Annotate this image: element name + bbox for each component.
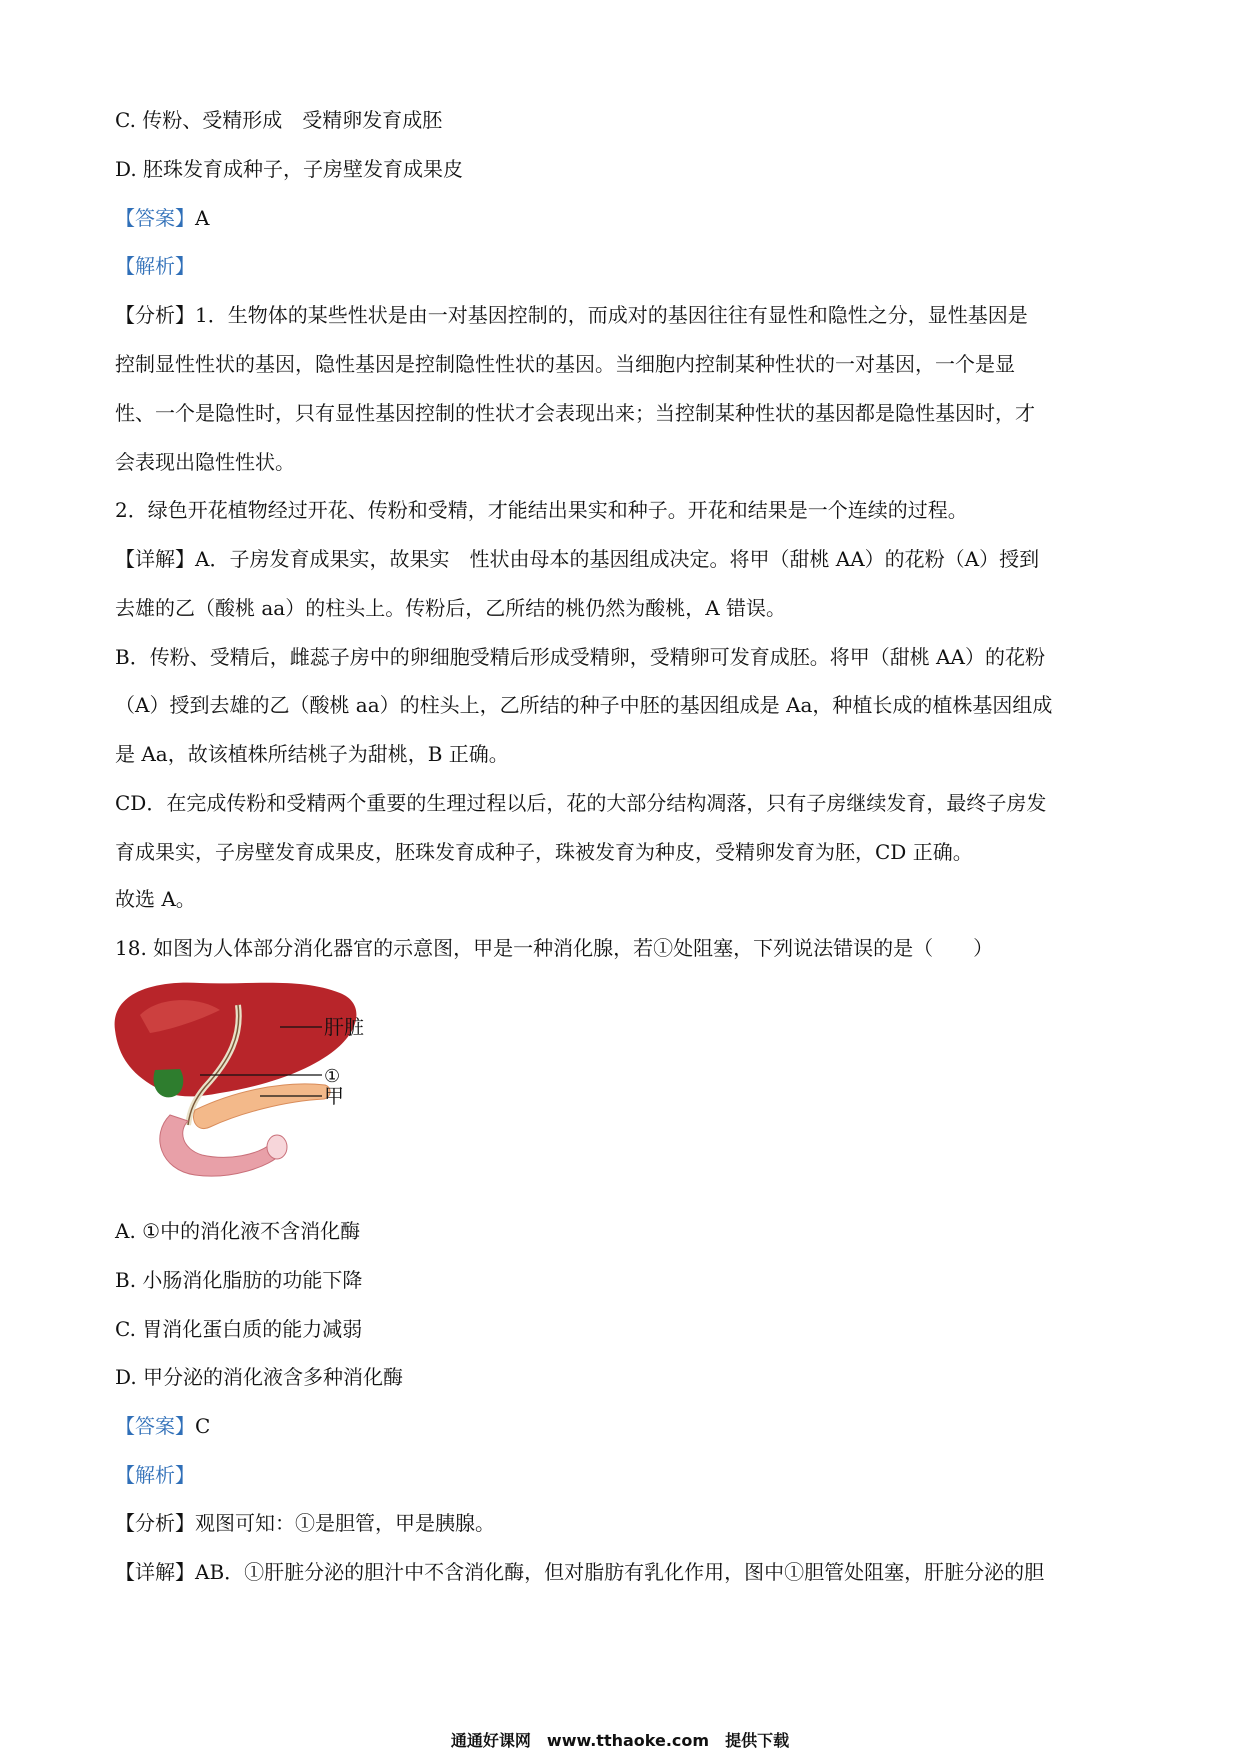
xiangjie-line-6: CD．在完成传粉和受精两个重要的生理过程以后，花的大部分结构凋落，只有子房继续发育，最终子房发 bbox=[115, 791, 1047, 815]
q18-option-d: D. 甲分泌的消化液含多种消化酶 bbox=[115, 1365, 404, 1389]
q18-option-c: C. 胃消化蛋白质的能力减弱 bbox=[115, 1317, 363, 1341]
fenxi-line-3: 性、一个是隐性时，只有显性基因控制的性状才会表现出来；当控制某种性状的基因都是隐性基因时，才 bbox=[115, 401, 1035, 425]
fenxi-line-2: 控制显性性状的基因，隐性基因是控制隐性性状的基因。当细胞内控制某种性状的一对基因，一个是显 bbox=[115, 352, 1015, 376]
intestine-opening bbox=[267, 1135, 287, 1159]
fenxi-line-4: 会表现出隐性性状。 bbox=[115, 450, 295, 474]
q18-xiangjie-text: AB．①肝脏分泌的胆汁中不含消化酶，但对脂肪有乳化作用，图中①胆管处阻塞，肝脏分泌的胆 bbox=[195, 1560, 1045, 1584]
fenxi-line-5: 2．绿色开花植物经过开花、传粉和受精，才能结出果实和种子。开花和结果是一个连续的过程。 bbox=[115, 498, 968, 522]
xiangjie-line-7: 育成果实，子房壁发育成果皮，胚珠发育成种子，珠被发育为种皮，受精卵发育为胚，CD 正确。 bbox=[115, 840, 973, 864]
answer-value: A bbox=[195, 206, 210, 230]
xiangjie-tag: 【详解】 bbox=[115, 547, 195, 571]
q18-xiangjie-line bbox=[115, 1559, 1044, 1585]
label-circle-1: ① bbox=[324, 1066, 341, 1087]
q18-xiangjie-tag: 【详解】 bbox=[115, 1560, 195, 1584]
xiangjie-line-3: B．传粉、受精后，雌蕊子房中的卵细胞受精后形成受精卵，受精卵可发育成胚。将甲（甜桃 AA）的花粉 bbox=[115, 645, 1045, 669]
xiangjie-line-5: 是 Aa，故该植株所结桃子为甜桃，B 正确。 bbox=[115, 742, 509, 766]
option-c: C. 传粉、受精形成 受精卵发育成胚 bbox=[115, 108, 443, 132]
conclusion: 故选 A。 bbox=[115, 887, 196, 911]
q18-jiexi-tag: 【解析】 bbox=[115, 1463, 195, 1487]
label-jia: 甲 bbox=[324, 1084, 344, 1108]
q18-fenxi-text: 观图可知：①是胆管，甲是胰腺。 bbox=[195, 1511, 495, 1535]
fenxi-tag: 【分析】 bbox=[115, 303, 195, 327]
duodenum-shape bbox=[160, 1115, 284, 1176]
jiexi-tag: 【解析】 bbox=[115, 254, 195, 278]
q18-answer-line bbox=[115, 1413, 210, 1439]
answer-tag: 【答案】 bbox=[115, 206, 195, 230]
xiangjie-line-4: （A）授到去雄的乙（酸桃 aa）的柱头上，乙所结的种子中胚的基因组成是 Aa，种植长成的植株基因组成 bbox=[115, 693, 1053, 717]
answer-line bbox=[115, 205, 209, 231]
fenxi-line-1 bbox=[115, 302, 1028, 328]
digestive-organs-diagram bbox=[110, 975, 440, 1185]
fenxi-text-1: 1．生物体的某些性状是由一对基因控制的，而成对的基因往往有显性和隐性之分，显性基因是 bbox=[195, 303, 1028, 327]
question-18-stem: 18. 如图为人体部分消化器官的示意图，甲是一种消化腺，若①处阻塞，下列说法错误的是（ ） bbox=[115, 936, 994, 960]
gallbladder-shape bbox=[154, 1069, 184, 1097]
q18-answer-value: C bbox=[195, 1414, 211, 1438]
q18-option-a: A. ①中的消化液不含消化酶 bbox=[115, 1219, 361, 1243]
xiangjie-text-1: A．子房发育成果实，故果实 性状由母本的基因组成决定。将甲（甜桃 AA）的花粉（A）授到 bbox=[195, 547, 1040, 571]
q18-fenxi-line bbox=[115, 1510, 495, 1536]
label-liver: 肝脏 bbox=[324, 1015, 364, 1039]
xiangjie-line-1 bbox=[115, 546, 1039, 572]
footer-watermark: 通通好课网 www.tthaoke.com 提供下载 bbox=[450, 1731, 790, 1750]
xiangjie-line-2: 去雄的乙（酸桃 aa）的柱头上。传粉后，乙所结的桃仍然为酸桃，A 错误。 bbox=[115, 596, 787, 620]
option-d: D. 胚珠发育成种子，子房壁发育成果皮 bbox=[115, 157, 464, 181]
q18-fenxi-tag: 【分析】 bbox=[115, 1511, 195, 1535]
q18-option-b: B. 小肠消化脂肪的功能下降 bbox=[115, 1268, 363, 1292]
q18-answer-tag: 【答案】 bbox=[115, 1414, 195, 1438]
